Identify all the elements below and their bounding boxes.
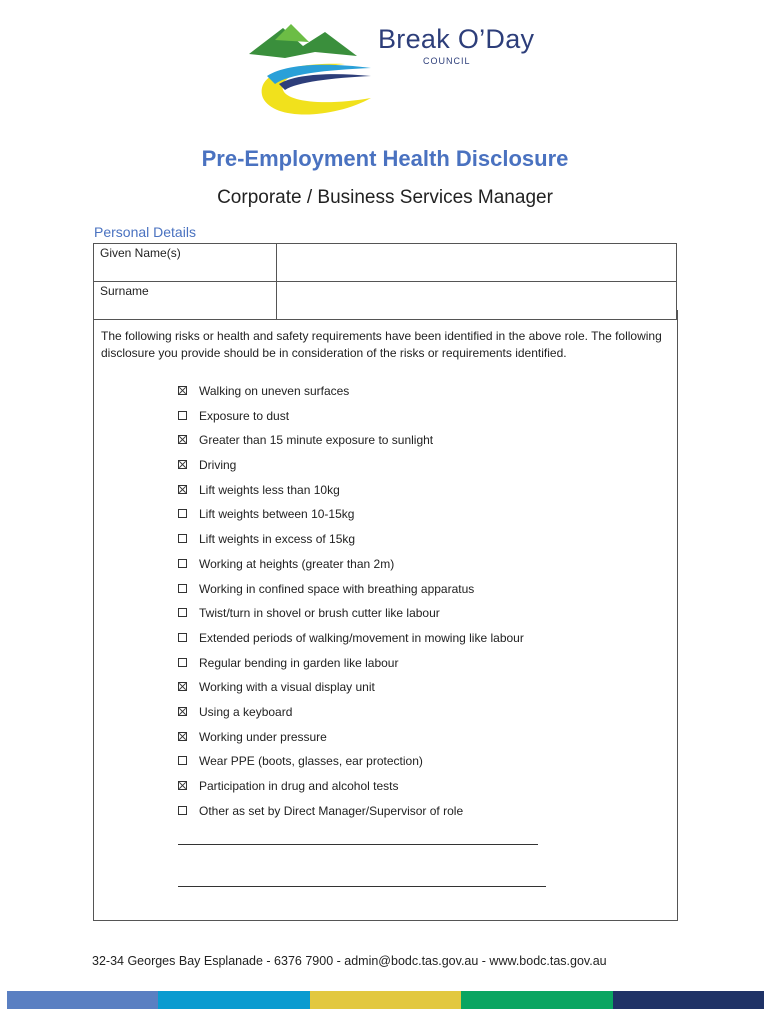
signature-line[interactable] [178, 844, 538, 845]
checkbox-icon[interactable] [178, 584, 187, 593]
section-heading-personal-details: Personal Details [94, 224, 196, 240]
checklist-item [178, 557, 524, 582]
checklist-item [178, 606, 524, 631]
checklist-item-label: Using a keyboard [199, 704, 293, 719]
checklist-item [178, 507, 524, 532]
stripe-segment [310, 991, 461, 1009]
checklist-item-label: Walking on uneven surfaces [199, 384, 350, 398]
surname-label: Surname [94, 282, 277, 320]
checklist-item [178, 458, 524, 483]
checklist-item-label: Working at heights (greater than 2m) [199, 556, 395, 571]
checklist-item [178, 384, 524, 409]
checklist-item [178, 631, 524, 656]
page-subtitle: Corporate / Business Services Manager [217, 187, 553, 208]
checklist-item-label: Lift weights between 10-15kg [199, 507, 355, 522]
checklist-item-label: Working with a visual display unit [199, 680, 375, 695]
checklist-item-label: Working in confined space with breathing apparatus [199, 581, 475, 596]
stripe-segment [7, 991, 158, 1009]
disclosure-box [93, 310, 678, 921]
checkbox-icon[interactable] [178, 608, 187, 617]
checked-box-icon[interactable] [178, 781, 187, 790]
logo-subtitle: COUNCIL [423, 56, 471, 66]
checked-box-icon[interactable] [178, 682, 187, 691]
footer-color-stripe [7, 991, 764, 1009]
checklist-item-label: Lift weights in excess of 15kg [199, 532, 356, 547]
checkbox-icon[interactable] [178, 806, 187, 815]
checklist-item-label: Wear PPE (boots, glasses, ear protection) [199, 754, 423, 769]
logo-mark-icon [245, 18, 375, 122]
checklist-item [178, 409, 524, 434]
checklist-item [178, 754, 524, 779]
stripe-segment [158, 991, 309, 1009]
checklist-item-label: Twist/turn in shovel or brush cutter like labour [199, 606, 440, 621]
footer-contact: 32-34 Georges Bay Esplanade - 6376 7900 - admin@bodc.tas.gov.au - www.bodc.tas.gov.au [92, 954, 607, 968]
checklist-item-label: Lift weights less than 10kg [199, 482, 340, 497]
checklist-item [178, 582, 524, 607]
checklist-item-label: Working under pressure [199, 729, 327, 744]
checked-box-icon[interactable] [178, 707, 187, 716]
checkbox-icon[interactable] [178, 633, 187, 642]
stripe-segment [461, 991, 612, 1009]
checkbox-icon[interactable] [178, 756, 187, 765]
checklist-item-label: Greater than 15 minute exposure to sunlight [199, 433, 434, 448]
intro-text: The following risks or health and safety requirements have been identified in the above role. The following disclosure you provide should be in consideration of the risks or requirements identified. [101, 329, 662, 360]
checklist-item-label: Exposure to dust [199, 408, 290, 423]
checked-box-icon[interactable] [178, 386, 187, 395]
checklist-item [178, 730, 524, 755]
checkbox-icon[interactable] [178, 509, 187, 518]
checkbox-icon[interactable] [178, 411, 187, 420]
checklist-item-label: Participation in drug and alcohol tests [199, 779, 399, 793]
stripe-segment [613, 991, 764, 1009]
checklist-item [178, 532, 524, 557]
given-names-label: Given Name(s) [94, 244, 277, 282]
checklist-item [178, 483, 524, 508]
given-names-field[interactable] [277, 244, 677, 282]
checklist-item-label: Driving [199, 458, 237, 473]
checklist-item-label: Regular bending in garden like labour [199, 655, 399, 670]
checked-box-icon[interactable] [178, 732, 187, 741]
checklist-item-label: Extended periods of walking/movement in mowing like labour [199, 630, 524, 645]
checkbox-icon[interactable] [178, 534, 187, 543]
council-logo [245, 18, 535, 122]
personal-details-table [93, 243, 677, 320]
checklist-item [178, 779, 524, 804]
checklist-item [178, 433, 524, 458]
checklist-item [178, 705, 524, 730]
checked-box-icon[interactable] [178, 435, 187, 444]
checked-box-icon[interactable] [178, 485, 187, 494]
checklist-item [178, 680, 524, 705]
risk-checklist [178, 384, 524, 828]
checklist-item-label: Other as set by Direct Manager/Supervisor of role [199, 803, 464, 818]
page-title: Pre-Employment Health Disclosure [201, 146, 569, 171]
checkbox-icon[interactable] [178, 559, 187, 568]
checkbox-icon[interactable] [178, 658, 187, 667]
logo-name: Break O’Day [378, 24, 535, 54]
checklist-item [178, 804, 524, 829]
signature-line[interactable] [178, 886, 546, 887]
checklist-item [178, 656, 524, 681]
table-row [94, 244, 677, 282]
checked-box-icon[interactable] [178, 460, 187, 469]
